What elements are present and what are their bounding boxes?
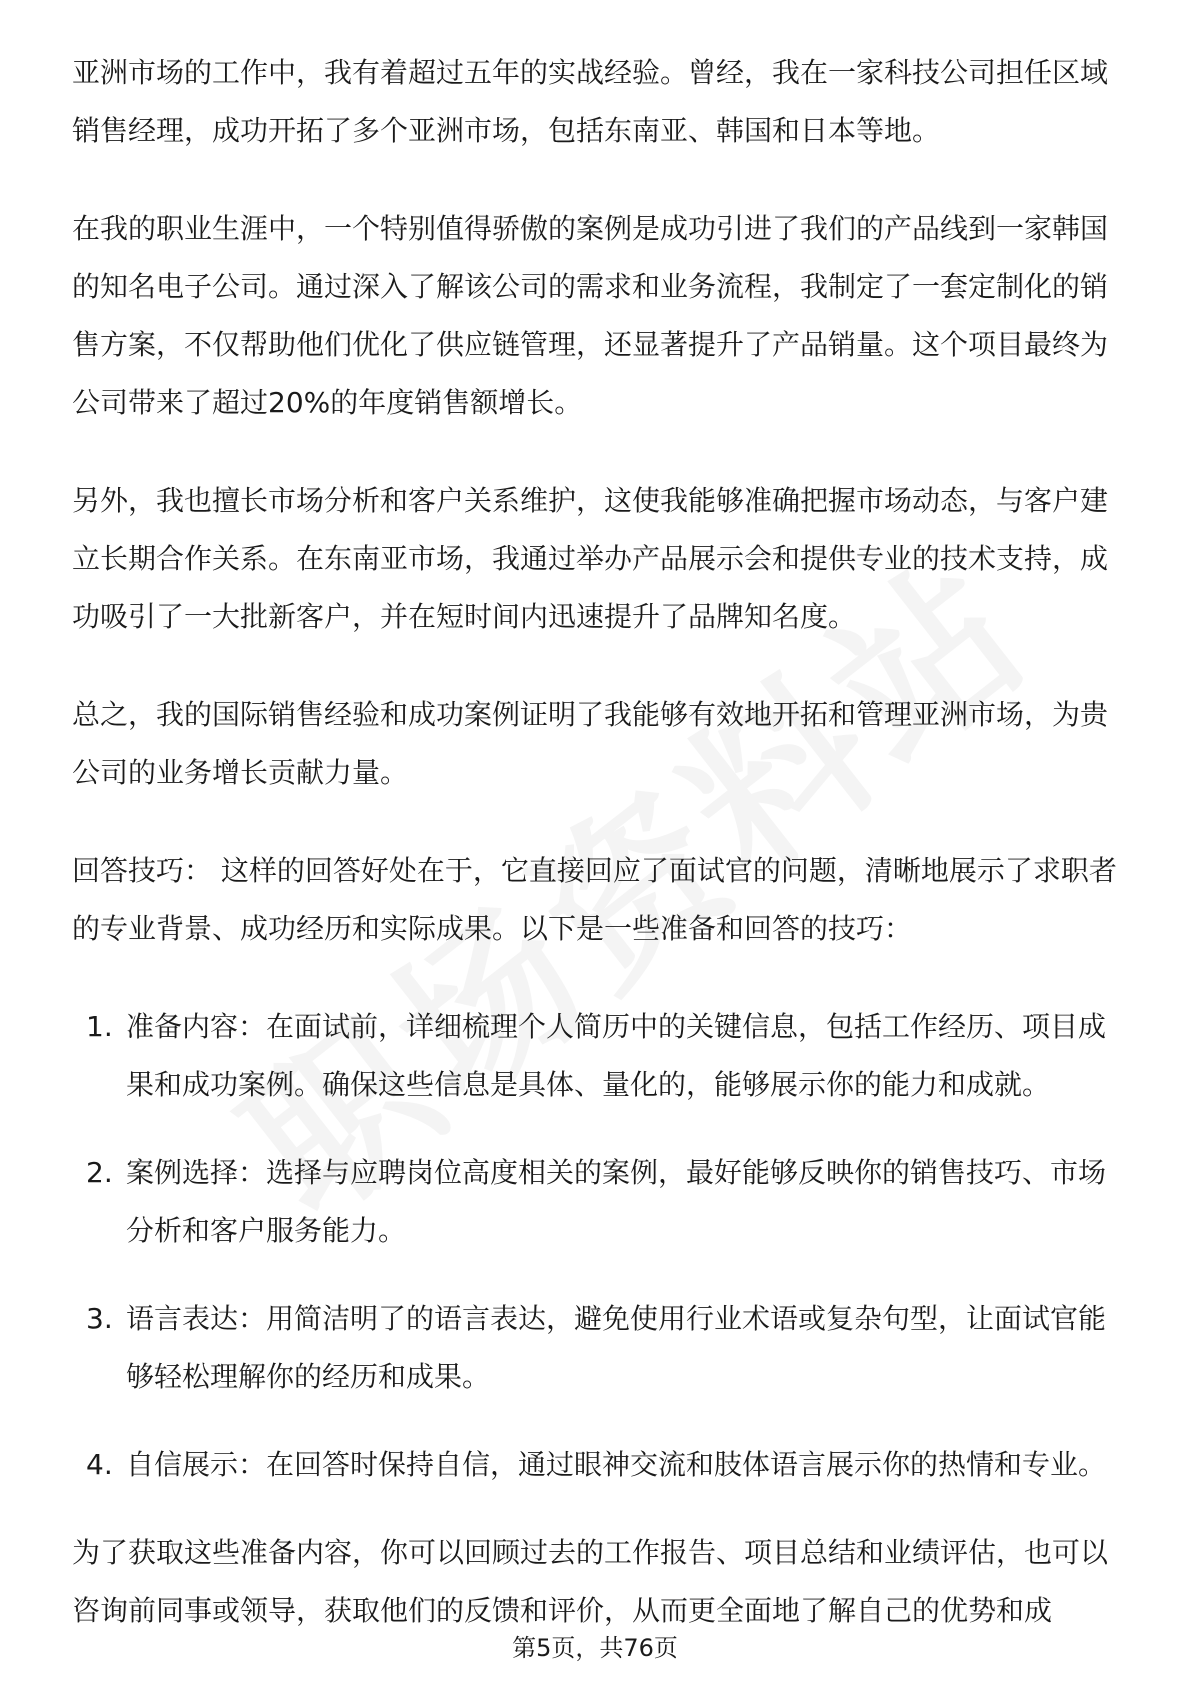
list-item-text: 案例选择：选择与应聘岗位高度相关的案例，最好能够反映你的销售技巧、市场分析和客户服务能力。	[126, 1156, 1107, 1247]
document-body	[72, 44, 1122, 1640]
list-item	[72, 1144, 1122, 1260]
paragraph-experience: 亚洲市场的工作中，我有着超过五年的实战经验。曾经，我在一家科技公司担任区域销售经理，成功开拓了多个亚洲市场，包括东南亚、韩国和日本等地。	[72, 56, 1109, 147]
paragraph-summary: 总之，我的国际销售经验和成功案例证明了我能够有效地开拓和管理亚洲市场，为贵公司的业务增长贡献力量。	[72, 698, 1109, 789]
list-item-number: 3.	[86, 1302, 113, 1335]
list-item-number: 4.	[86, 1448, 113, 1481]
list-item-number: 1.	[86, 1010, 113, 1043]
page-number: 第5页，共76页	[512, 1634, 678, 1662]
list-item-text: 语言表达：用简洁明了的语言表达，避免使用行业术语或复杂句型，让面试官能够轻松理解你的经历和成果。	[126, 1302, 1107, 1393]
list-item-number: 2.	[86, 1156, 113, 1189]
list-item	[72, 998, 1122, 1114]
paragraph-market-analysis: 另外，我也擅长市场分析和客户关系维护，这使我能够准确把握市场动态，与客户建立长期合作关系。在东南亚市场，我通过举办产品展示会和提供专业的技术支持，成功吸引了一大批新客户，并在短时间内迅速提升了品牌知名度。	[72, 484, 1109, 633]
list-item-text: 准备内容：在面试前，详细梳理个人简历中的关键信息，包括工作经历、项目成果和成功案例。确保这些信息是具体、量化的，能够展示你的能力和成就。	[126, 1010, 1107, 1101]
tips-list	[72, 998, 1122, 1494]
list-item-text: 自信展示：在回答时保持自信，通过眼神交流和肢体语言展示你的热情和专业。	[126, 1448, 1107, 1481]
list-item	[72, 1436, 1122, 1494]
list-item	[72, 1290, 1122, 1406]
paragraph-preparation: 为了获取这些准备内容，你可以回顾过去的工作报告、项目总结和业绩评估，也可以咨询前同事或领导，获取他们的反馈和评价，从而更全面地了解自己的优势和成	[72, 1536, 1109, 1627]
paragraph-case-study: 在我的职业生涯中，一个特别值得骄傲的案例是成功引进了我们的产品线到一家韩国的知名电子公司。通过深入了解该公司的需求和业务流程，我制定了一套定制化的销售方案，不仅帮助他们优化了供应链管理，还显著提升了产品销量。这个项目最终为公司带来了超过20%的年度销售额增长。	[72, 212, 1109, 419]
paragraph-answer-tips: 回答技巧： 这样的回答好处在于，它直接回应了面试官的问题，清晰地展示了求职者的专业背景、成功经历和实际成果。以下是一些准备和回答的技巧：	[72, 854, 1117, 945]
